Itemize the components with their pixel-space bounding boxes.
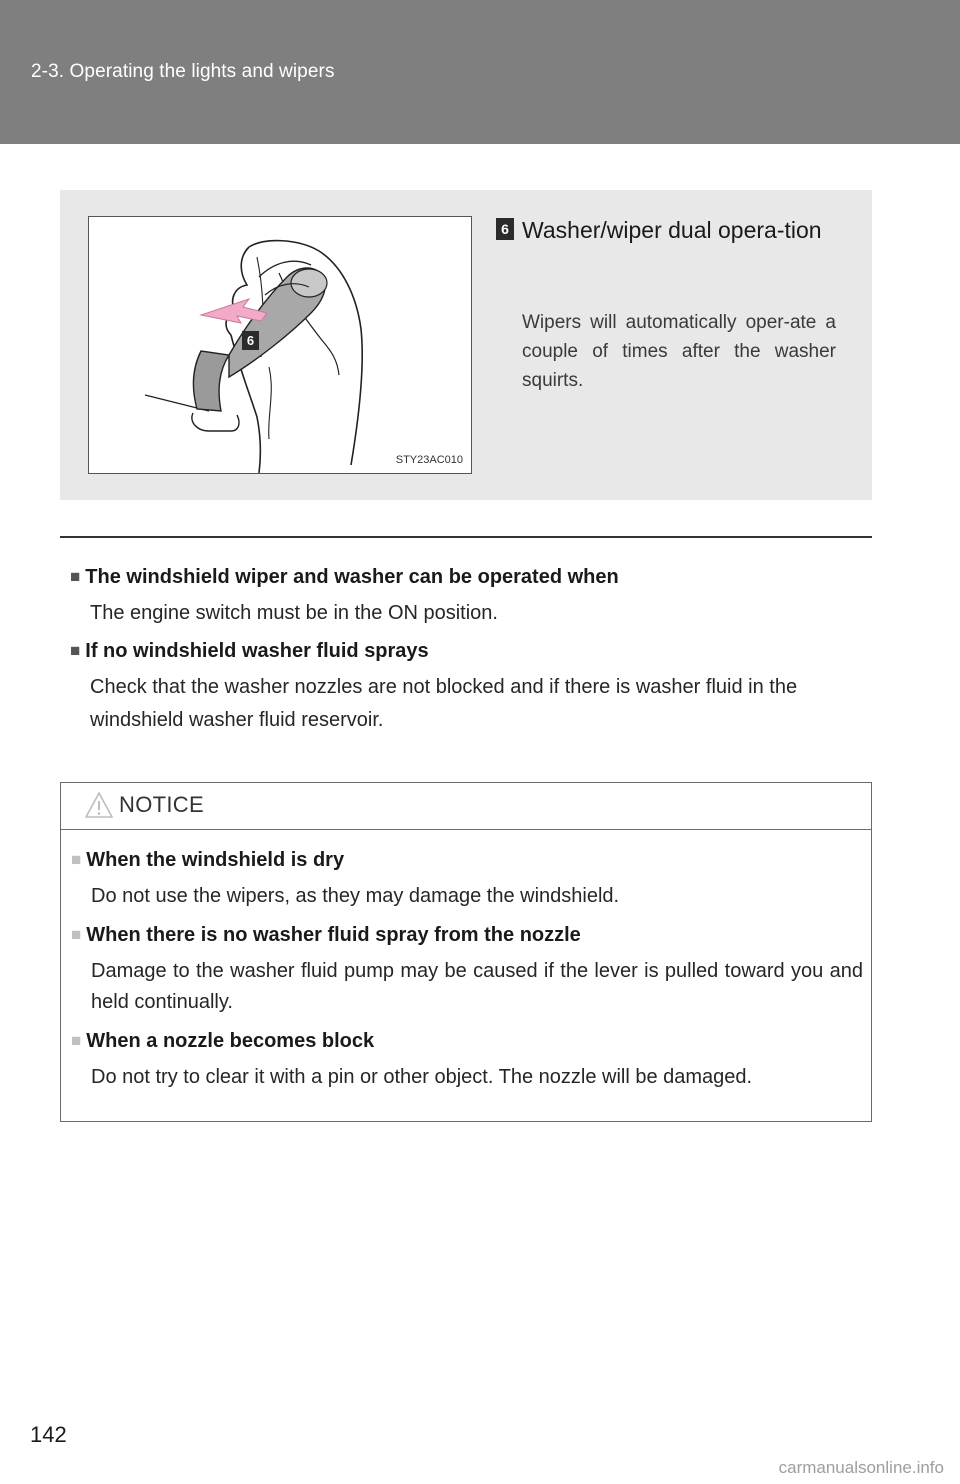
notice-item-heading [71, 843, 863, 878]
bullet-square-icon: ■ [70, 641, 81, 660]
callout-title: Washer/wiper dual opera-tion [522, 217, 822, 243]
note-body: Check that the washer nozzles are not blocked and if there is washer fluid in the windshield washer fluid reservoir. [90, 676, 798, 731]
note-heading-text: If no windshield washer fluid sprays [85, 640, 429, 662]
notice-item-heading [71, 1024, 863, 1059]
notice-box [60, 782, 872, 1122]
section-divider [60, 536, 872, 538]
hand-pulling-lever-drawing [89, 217, 471, 473]
bullet-square-icon: ■ [70, 567, 81, 586]
notice-item-heading [71, 918, 863, 953]
note-body: The engine switch must be in the ON position. [90, 602, 498, 624]
notice-item-heading-text: When a nozzle becomes block [86, 1030, 375, 1052]
note-heading [70, 560, 870, 595]
notice-item-body: Do not try to clear it with a pin or other object. The nozzle will be damaged. [91, 1066, 753, 1088]
page-number: 142 [30, 1422, 67, 1447]
notice-item-heading-text: When there is no washer fluid spray from the nozzle [86, 924, 581, 946]
figure-code: STY23AC010 [395, 454, 463, 466]
note-heading [70, 634, 870, 669]
bullet-square-icon: ■ [71, 925, 82, 944]
page-header [0, 0, 960, 144]
figure-panel [60, 190, 872, 500]
watermark: carmanualsonline.info [778, 1458, 944, 1477]
wiper-lever-illustration [88, 216, 472, 474]
bullet-square-icon: ■ [71, 1031, 82, 1050]
callout-description: Wipers will automatically oper-ate a couple of times after the washer squirts. [522, 312, 836, 391]
notice-title: NOTICE [119, 792, 204, 817]
notice-item-heading-text: When the windshield is dry [86, 849, 345, 871]
note-heading-text: The windshield wiper and washer can be operated when [85, 566, 619, 588]
section-title: 2-3. Operating the lights and wipers [31, 61, 335, 82]
notice-header [61, 783, 871, 830]
callout-number-badge: 6 [496, 218, 514, 240]
notice-item-body: Damage to the washer fluid pump may be caused if the lever is pulled toward you and held continually. [91, 960, 863, 1013]
warning-triangle-icon [85, 791, 113, 824]
bullet-square-icon: ■ [71, 850, 82, 869]
notice-item-body: Do not use the wipers, as they may damage the windshield. [91, 885, 620, 907]
figure-marker-number: 6 [246, 333, 255, 348]
notice-content [71, 843, 863, 1099]
notes-section [70, 560, 870, 741]
